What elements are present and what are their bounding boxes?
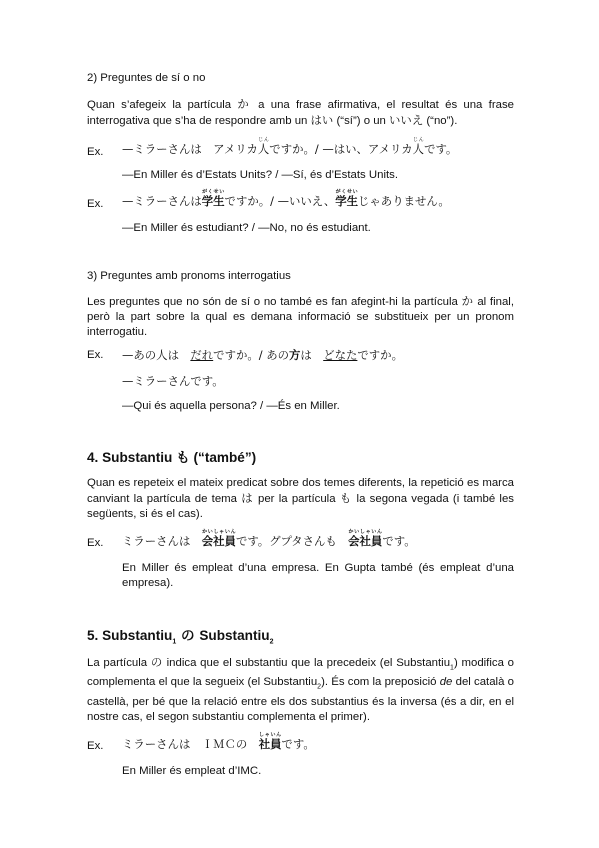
example-jp-line: ミラーさんは 会社員かいしゃいんです。グプタさんも 会社員かいしゃいんです。 [122, 529, 416, 548]
section-title-yes-no: 2) Preguntes de sí o no [87, 72, 206, 84]
example-jp-line: —ミラーさんは学生がくせいですか。/ —いいえ、学生がくせいじゃありません。 [122, 189, 450, 208]
paragraph-yes-no: Quan s’afegeix la partícula か a una frase afirmativa, el resultat és una frase interrogativa que s’ha de respondre amb un はい (“sí”) o un いいえ (“no”). [87, 97, 514, 127]
paragraph-no: La partícula の indica que el substantiu que la precedeix (el Substantiu$_1$) modifica o complementa el que la segueix (el Substantiu$_2$). És com la preposició de del català o castellà, per bé que la relació entre els dos substantius és la inversa (és a dir, en el nostre cas, el segon substantiu complementa el primer). [87, 655, 514, 723]
section-title-interrogatives: 3) Preguntes amb pronoms interrogatius [87, 270, 291, 282]
paragraph-interrogatives: Les preguntes que no són de sí o no també es fan afegint-hi la partícula か al final, però la part sobre la qual es demana informació se substitueix per un pronom interrogatiu. [87, 294, 514, 338]
example-label: Ex. [87, 349, 104, 361]
example-translation: —Qui és aquella persona? / —És en Miller. [122, 400, 340, 412]
paragraph-mo: Quan es repeteix el mateix predicat sobre dos temes diferents, la repetició es marca canviant la partícula de tema は per la partícula も la segona vegada (i també les següents, si és el cas). [87, 477, 514, 520]
example-translation: En Miller és empleat d’una empresa. En Gupta també (és empleat d’una empresa). [122, 562, 514, 589]
example-label: Ex. [87, 198, 104, 210]
example-label: Ex. [87, 146, 104, 158]
example-jp-line: —ミラーさんです。 [122, 374, 224, 388]
example-translation: En Miller és empleat d’IMC. [122, 765, 262, 777]
example-jp-line: ミラーさんは ＩＭＣの 社員しゃいんです。 [122, 732, 315, 751]
example-jp-line: —あの人は だれですか。/ あの方は どなたですか。 [122, 348, 403, 362]
example-label: Ex. [87, 537, 104, 549]
example-jp-line: —ミラーさんは アメリカ人じんですか。/ —はい、アメリカ人じんです。 [122, 137, 458, 156]
heading-substantiu-no: 5. Substantiu$_1$ の Substantiu$_2$ [87, 628, 274, 646]
example-label: Ex. [87, 740, 104, 752]
example-translation: —En Miller és estudiant? / —No, no és estudiant. [122, 222, 371, 234]
heading-substantiu-mo: 4. Substantiu も (“també”) [87, 450, 257, 466]
example-translation: —En Miller és d’Estats Units? / —Sí, és d’Estats Units. [122, 169, 398, 181]
